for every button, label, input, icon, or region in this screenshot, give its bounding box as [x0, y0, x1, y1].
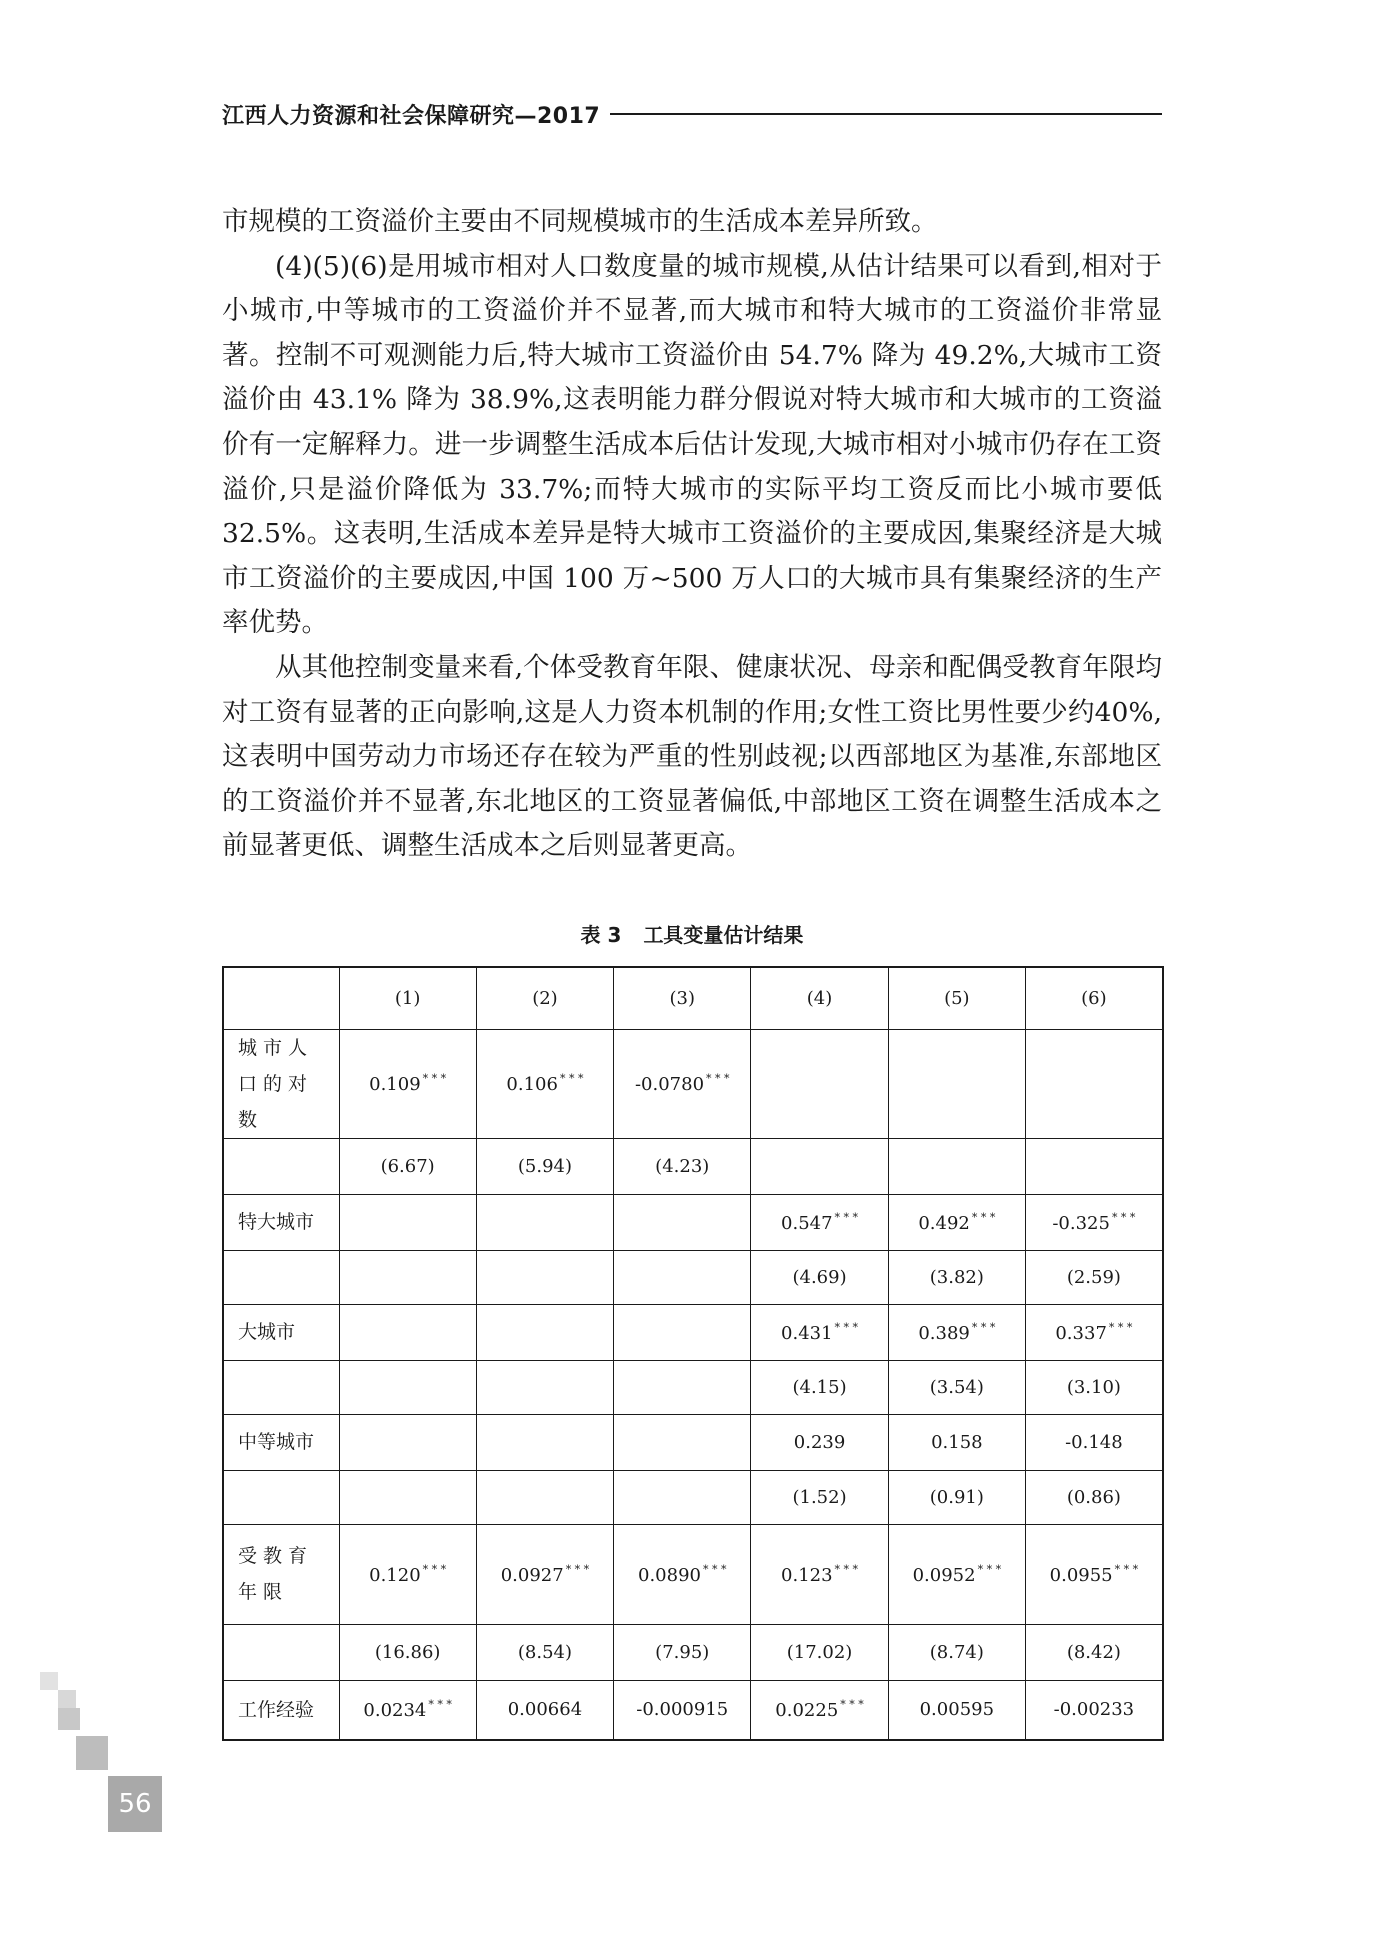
cell-value: (16.86) [374, 1641, 441, 1663]
cell-value: (4.23) [655, 1155, 710, 1177]
table-cell [1025, 1624, 1162, 1680]
table-cell [476, 1250, 613, 1304]
cell-value: 0.547 [781, 1212, 833, 1234]
significance-stars: * * * [834, 1562, 859, 1576]
cell-value: -0.325 [1052, 1212, 1110, 1234]
row-label: 工作经验 [223, 1680, 339, 1740]
significance-stars: * * * [971, 1210, 996, 1224]
table-row [223, 1138, 1163, 1194]
table-cell [751, 1194, 888, 1250]
table-cell [614, 1194, 751, 1250]
cell-value: 0.337 [1055, 1322, 1107, 1344]
cell-value: (3.54) [929, 1376, 984, 1398]
table-cell [339, 1304, 476, 1360]
table-cell [751, 1360, 888, 1414]
table-cell [614, 1360, 751, 1414]
table-cell [614, 1138, 751, 1194]
significance-stars: * * * [834, 1210, 859, 1224]
cell-value: (3.82) [929, 1266, 984, 1288]
table-cell [1025, 1138, 1162, 1194]
row-label [223, 1138, 339, 1194]
table-row [223, 1029, 1163, 1138]
significance-stars: * * * [1114, 1562, 1139, 1576]
cell-value: -0.000915 [636, 1699, 729, 1721]
table-row [223, 1524, 1163, 1624]
table-caption [222, 918, 1162, 952]
significance-stars: * * * [840, 1698, 864, 1712]
significance-stars: * * * [428, 1698, 452, 1712]
table-cell [751, 1680, 888, 1740]
table-row [223, 1680, 1163, 1740]
table-cell [888, 1360, 1025, 1414]
table-cell [339, 1414, 476, 1470]
table-cell [476, 1680, 613, 1740]
results-table [222, 966, 1164, 1741]
cell-value: 0.00664 [507, 1699, 583, 1721]
significance-stars: * * * [1111, 1210, 1136, 1224]
significance-stars: * * * [1108, 1320, 1133, 1334]
cell-value: (4.69) [792, 1266, 847, 1288]
cell-value: (0.91) [929, 1486, 984, 1508]
table-cell [476, 1194, 613, 1250]
table-cell [614, 1414, 751, 1470]
journal-title: 江西人力资源和社会保障研究—2017 [222, 103, 601, 129]
cell-value: 0.120 [369, 1564, 421, 1586]
cell-value: (8.54) [517, 1641, 572, 1663]
table-cell [476, 1524, 613, 1624]
table-cell [888, 1414, 1025, 1470]
cell-value: 0.0890 [638, 1564, 701, 1586]
table-cell [614, 1470, 751, 1524]
table-cell [751, 1029, 888, 1138]
paragraph-city-size-results: (4)(5)(6)是用城市相对人口数度量的城市规模,从估计结果可以看到,相对于小城市,中等城市的工资溢价并不显著,而大城市和特大城市的工资溢价非常显著。控制不可观测能力后,特大城市工资溢价由 54.7% 降为 49.2%,大城市工资溢价由 43.1% 降为 38.9%,这表明能力群分假说对特大城市和大城市的工资溢价有一定解释力。进一步调整生活成本后估计发现,大城市相对小城市仍存在工资溢价,只是溢价降低为 33.7%;而特大城市的实际平均工资反而比小城市要低 32.5%。这表明,生活成本差异是特大城市工资溢价的主要成因,集聚经济是大城市工资溢价的主要成因,中国 100 万~500 万人口的大城市具有集聚经济的生产率优势。 [222, 250, 1162, 639]
cell-value: 0.492 [918, 1212, 970, 1234]
page-number: 56 [108, 1776, 162, 1832]
header-rule [610, 113, 1162, 115]
cell-value: (7.95) [655, 1641, 710, 1663]
table-cell [614, 1624, 751, 1680]
cell-value: (6.67) [380, 1155, 435, 1177]
table-cell [888, 1304, 1025, 1360]
table-cell [751, 1304, 888, 1360]
table-cell [751, 1414, 888, 1470]
cell-value: 0.389 [918, 1322, 970, 1344]
table-cell [1025, 1360, 1162, 1414]
cell-value: 0.00595 [919, 1699, 995, 1721]
cell-value: (2.59) [1066, 1266, 1121, 1288]
row-label [223, 1250, 339, 1304]
table-cell [339, 1138, 476, 1194]
table-row [223, 1624, 1163, 1680]
cell-value: (8.74) [929, 1641, 984, 1663]
table-cell [1025, 1470, 1162, 1524]
cell-value: (1.52) [792, 1486, 847, 1508]
significance-stars: * * * [422, 1072, 447, 1085]
table-cell [476, 1138, 613, 1194]
table-cell [339, 1250, 476, 1304]
cell-value: 0.431 [781, 1322, 833, 1344]
column-header: (6) [1025, 967, 1162, 1029]
row-label [223, 1624, 339, 1680]
table-cell [614, 1029, 751, 1138]
table-cell [751, 1470, 888, 1524]
table-number: 表 3 [580, 923, 622, 947]
table-cell [339, 1624, 476, 1680]
table-cell [1025, 1194, 1162, 1250]
table-cell [476, 1360, 613, 1414]
table-cell [1025, 1414, 1162, 1470]
table-cell [888, 1138, 1025, 1194]
significance-stars: * * * [977, 1562, 1002, 1576]
decorative-square [76, 1736, 108, 1770]
cell-value: 0.123 [781, 1564, 833, 1586]
table-cell [1025, 1250, 1162, 1304]
table-row [223, 1414, 1163, 1470]
table-cell [1025, 1029, 1162, 1138]
table-cell [751, 1138, 888, 1194]
table-header-row [223, 967, 1163, 1029]
table-cell [888, 1250, 1025, 1304]
cell-value: -0.148 [1065, 1431, 1123, 1453]
row-label: 中等城市 [223, 1414, 339, 1470]
cell-value: (5.94) [517, 1155, 572, 1177]
table-cell [614, 1524, 751, 1624]
table-cell [751, 1250, 888, 1304]
cell-value: 0.0955 [1049, 1564, 1113, 1586]
decorative-square [58, 1708, 80, 1730]
table-row [223, 1360, 1163, 1414]
table-cell [888, 1194, 1025, 1250]
table-cell [888, 1624, 1025, 1680]
table-cell [888, 1524, 1025, 1624]
table-cell [888, 1470, 1025, 1524]
significance-stars: * * * [702, 1562, 727, 1576]
column-header: (5) [888, 967, 1025, 1029]
cell-value: 0.109 [369, 1074, 421, 1095]
cell-value: 0.0927 [500, 1564, 564, 1586]
significance-stars: * * * [422, 1562, 447, 1576]
table-cell [476, 1029, 613, 1138]
row-label [223, 1360, 339, 1414]
cell-value: (17.02) [786, 1641, 853, 1663]
table-cell [614, 1250, 751, 1304]
column-header: (4) [751, 967, 888, 1029]
cell-value: 0.106 [506, 1074, 558, 1095]
cell-value: 0.0225 [775, 1700, 839, 1722]
table-cell [1025, 1680, 1162, 1740]
table-row [223, 1250, 1163, 1304]
significance-stars: * * * [971, 1320, 996, 1334]
row-label: 大城市 [223, 1304, 339, 1360]
cell-value: (8.42) [1066, 1641, 1121, 1663]
table-title: 工具变量估计结果 [643, 923, 804, 947]
table-cell [1025, 1524, 1162, 1624]
paragraph-control-variables: 从其他控制变量来看,个体受教育年限、健康状况、母亲和配偶受教育年限均对工资有显著的正向影响,这是人力资本机制的作用;女性工资比男性要少约40%,这表明中国劳动力市场还存在较为严重的性别歧视;以西部地区为基准,东部地区的工资溢价并不显著,东北地区的工资显著偏低,中部地区工资在调整生活成本之前显著更低、调整生活成本之后则显著更高。 [222, 651, 1162, 862]
table-cell [614, 1304, 751, 1360]
table-cell [751, 1524, 888, 1624]
decorative-square [58, 1690, 76, 1708]
column-header: (3) [614, 967, 751, 1029]
column-header: (2) [476, 967, 613, 1029]
table-row [223, 1470, 1163, 1524]
cell-value: (4.15) [792, 1376, 847, 1398]
table-cell [751, 1624, 888, 1680]
table-cell [339, 1194, 476, 1250]
table-cell [339, 1680, 476, 1740]
cell-value: 0.0234 [363, 1700, 427, 1722]
table-cell [888, 1029, 1025, 1138]
cell-value: 0.0952 [912, 1564, 976, 1586]
table-cell [1025, 1304, 1162, 1360]
cell-value: (0.86) [1066, 1486, 1121, 1508]
table-cell [614, 1680, 751, 1740]
cell-value: -0.0780 [634, 1074, 705, 1095]
paragraph-continued: 市规模的工资溢价主要由不同规模城市的生活成本差异所致。 [222, 206, 938, 237]
table-corner-cell [223, 967, 339, 1029]
body-text [222, 200, 1162, 869]
row-label: 城市人口的对数 [223, 1029, 339, 1138]
row-label [223, 1470, 339, 1524]
cell-value: -0.00233 [1053, 1699, 1135, 1721]
significance-stars: * * * [565, 1562, 590, 1576]
running-header [222, 96, 1162, 132]
column-header: (1) [339, 967, 476, 1029]
table-cell [339, 1470, 476, 1524]
table-cell [476, 1414, 613, 1470]
table-cell [339, 1524, 476, 1624]
table-cell [888, 1680, 1025, 1740]
table-row [223, 1194, 1163, 1250]
table-cell [339, 1360, 476, 1414]
cell-value: 0.158 [931, 1431, 983, 1453]
significance-stars: * * * [559, 1072, 584, 1085]
cell-value: (3.10) [1066, 1376, 1121, 1398]
significance-stars: * * * [834, 1320, 859, 1334]
decorative-square [40, 1672, 58, 1690]
row-label: 特大城市 [223, 1194, 339, 1250]
table-cell [476, 1304, 613, 1360]
table-cell [339, 1029, 476, 1138]
cell-value: 0.239 [793, 1431, 846, 1453]
significance-stars: * * * [706, 1072, 730, 1085]
table-cell [476, 1624, 613, 1680]
row-label: 受教育年限 [223, 1524, 339, 1624]
table-cell [476, 1470, 613, 1524]
table-row [223, 1304, 1163, 1360]
